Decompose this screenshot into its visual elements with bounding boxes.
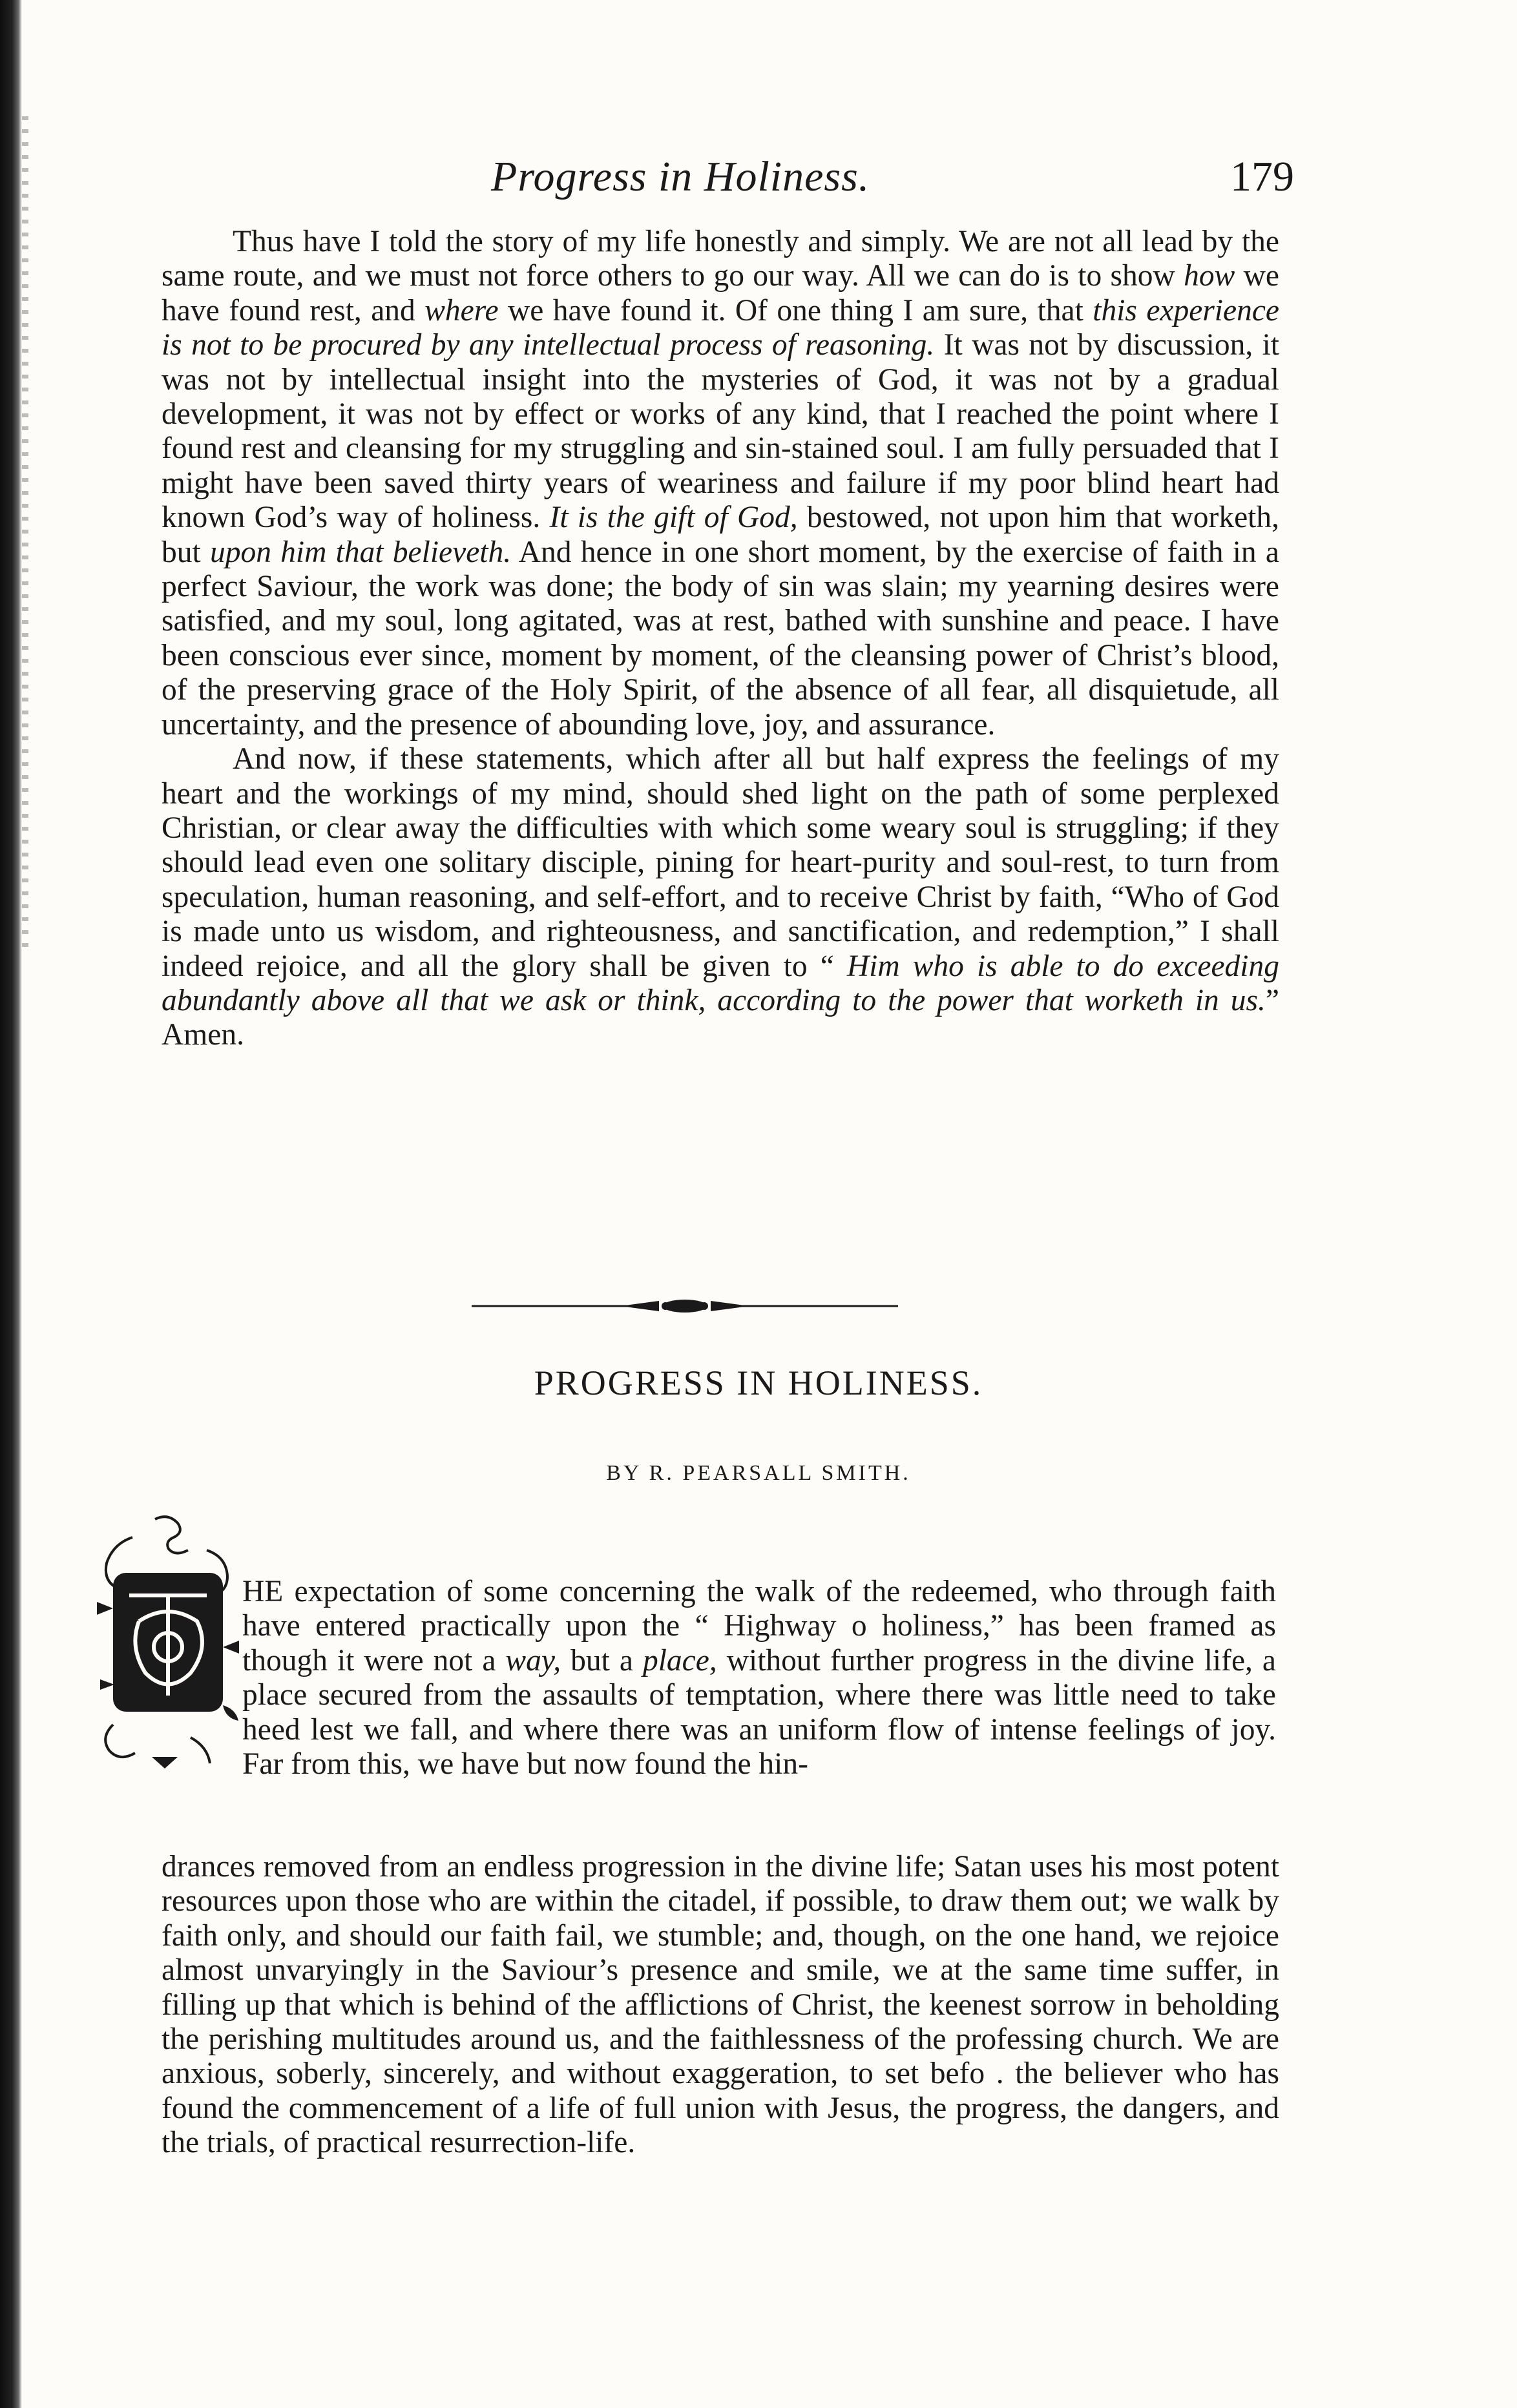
text-run: ” Amen. [162, 983, 1279, 1052]
page-binding-edge [0, 0, 22, 2408]
running-title: Progress in Holiness. [491, 153, 870, 200]
text-run: HE expectation of some concerning the walk of the redeemed, who through faith have entered practically upon the “ Highway o holiness,” has been framed as though it were not a [242, 1575, 1276, 1677]
text-run: we have found it. Of one thing I am sure, that [498, 293, 1093, 327]
text-run: It was not by discussion, it was not by intellectual insight into the mysteries of God, it was not by a gradual development, it was not by effect or works of any kind, that I reached the point where I found rest and cleansing for my struggling and sin-stained soul. I am fully persuaded that I might have been saved thirty years of weariness and failure if my poor blind heart had known God’s way of holiness. [162, 328, 1279, 535]
text-run-italic: It is the gift of God, [549, 501, 798, 535]
paragraph [242, 1575, 1276, 1781]
text-run-italic: Him who is able to do exceeding abundantly above all that we ask or think, according to the power that worketh in us. [162, 949, 1279, 1017]
paragraph [162, 225, 1279, 742]
text-run: And hence in one short moment, by the exercise of faith in a perfect Saviour, the work was done; the body of sin was slain; my yearning desires were satisfied, and my soul, long agitated, was at rest, bathed with sunshine and peace. I have been conscious ever since, moment by moment, of the cleansing power of Christ’s blood, of the preserving grace of the Holy Spirit, of the absence of all fear, all disquietude, all uncertainty, and the presence of abounding love, joy, and assurance. [162, 535, 1279, 742]
text-run: drances removed from an endless progression in the divine life; Satan uses his most potent resources upon those who are within the citadel, if possible, to draw them out; we walk by faith only, and should our faith fail, we stumble; and, though, on the one hand, we rejoice almost unvaryingly in the Saviour’s presence and smile, we at the same time suffer, in filling up that which is behind of the afflictions of Christ, the keenest sorrow in beholding the perishing multitudes around us, and the faithlessness of the professing church. We are anxious, soberly, sincerely, and without exaggeration, to set befo . the believer who has found the commencement of a life of full union with Jesus, the progress, the dangers, and the trials, of practical resurrection-life. [162, 1850, 1279, 2160]
text-run-italic: place, [642, 1643, 717, 1677]
paragraph [162, 742, 1279, 1053]
running-head [0, 152, 1517, 211]
text-run-italic: how [1184, 259, 1235, 293]
section-heading: PROGRESS IN HOLINESS. [534, 1364, 983, 1402]
text-run-italic: this experience is not to be procured by any intellectual process of reasoning. [162, 293, 1279, 362]
text-run: but a [561, 1643, 643, 1677]
ornate-dropcap-t-icon [94, 1511, 242, 1778]
paragraph [162, 1850, 1279, 2161]
text-run: And now, if these statements, which after all but half express the feelings of my heart and the workings of my mind, should shed light on the path of some perplexed Christian, or clear away the difficulties with which some weary soul is struggling; if they should lead even one solitary disciple, pining for heart-purity and soul-rest, to turn from speculation, human reasoning, and self-effort, and to receive Christ by faith, “Who of God is made unto us wisdom, and righteousness, and sanctification, and redemption,” I shall indeed rejoice, and all the glory shall be given to “ [162, 742, 1279, 983]
ornamental-rule [472, 1297, 898, 1315]
text-run-italic: upon him that believeth. [209, 535, 512, 569]
text-run: without further progress in the divine life, a place secured from the assaults of temptation, where there was little need to take heed lest we fall, and where there was an uniform flow of intense feelings of joy. Far from this, we have but now found the hin- [242, 1643, 1276, 1781]
page-number: 179 [1230, 153, 1294, 200]
author-byline: BY R. PEARSALL SMITH. [606, 1461, 911, 1485]
second-section-body [162, 1850, 1279, 2161]
text-run: we have found rest, and [162, 259, 1279, 327]
text-run: Thus have I told the story of my life honestly and simply. We are not all lead by the same route, and we must not force others to go our way. All we can do is to show [162, 225, 1279, 293]
text-run-italic: where [424, 293, 499, 327]
text-run-italic: way, [505, 1643, 561, 1677]
first-section-body [162, 225, 1279, 1053]
text-run: bestowed, not upon him that worketh, but [162, 501, 1279, 569]
second-section-lead [242, 1575, 1276, 1781]
